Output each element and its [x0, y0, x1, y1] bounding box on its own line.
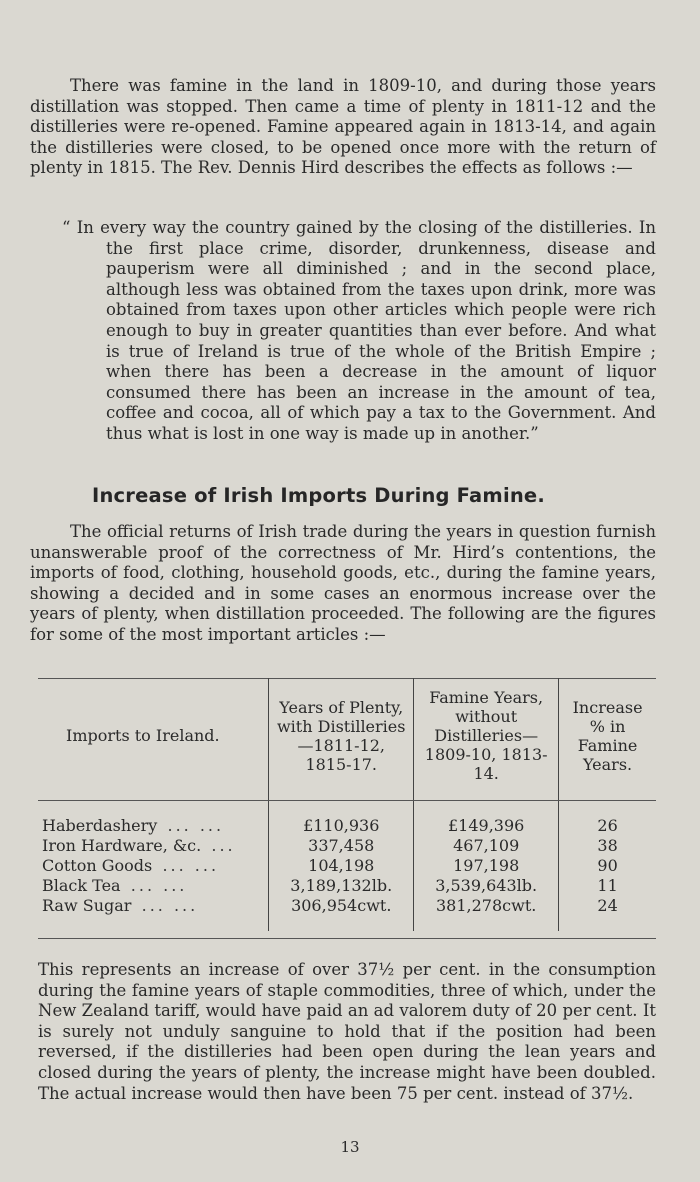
table-row	[38, 803, 656, 835]
row-plenty: 306,954cwt.	[269, 895, 414, 931]
quotation-block	[62, 218, 656, 445]
table-row	[38, 855, 656, 875]
quotation-text-wrapper	[62, 218, 656, 445]
row-item: Raw Sugar	[42, 895, 132, 915]
imports-table	[38, 678, 656, 931]
row-increase: 11	[559, 875, 656, 895]
table-bottom-rule	[38, 938, 656, 939]
table-row	[38, 835, 656, 855]
row-famine: £149,396	[414, 803, 559, 835]
row-famine: 467,109	[414, 835, 559, 855]
row-item: Iron Hardware, &c.	[42, 835, 202, 855]
quotation-text: In every way the country gained by the closing of the distilleries. In the first place crime, disorder, drunkenness, disease and pauperism were all diminished ; and in the second place, although less was obtained from the taxes upon drink, more was obtained from taxes upon other articles which people were rich enough to buy in greater quantities than ever before. And what is true of Ireland is true of the whole of the British Empire ; when there has been a decrease in the amount of liquor consumed there has been an increase in the amount of tea, coffee and cocoa, all of which pay a tax to the Government. And thus what is lost in one way is made up in another.”	[76, 218, 656, 443]
header-famine-years: Famine Years, without Distilleries—1809-10, 1813-14.	[414, 678, 559, 803]
row-famine: 197,198	[414, 855, 559, 875]
row-increase: 26	[559, 803, 656, 835]
returns-paragraph: The official returns of Irish trade during the years in question furnish unanswerable proof of the correctness of Mr. Hird’s contentions, the imports of food, clothing, household goods, etc., during the famine years, showing a decided and in some cases an enormous increase over the years of plenty, when distillation proceeded. The following are the figures for some of the most important articles :—	[30, 522, 656, 644]
table-header-rule	[38, 800, 656, 801]
row-famine: 3,539,643lb.	[414, 875, 559, 895]
table-header-row	[38, 678, 656, 803]
table-row	[38, 875, 656, 895]
row-increase: 38	[559, 835, 656, 855]
row-item: Black Tea	[42, 875, 121, 895]
row-leader: ...	[211, 835, 236, 855]
row-famine: 381,278cwt.	[414, 895, 559, 931]
intro-paragraph: There was famine in the land in 1809-10, and during those years distillation was stopped. Then came a time of plenty in 1811-12 and the distilleries were re-opened. Famine appeared again in 1813-14, and again the distilleries were closed, to be opened once more with the return of plenty in 1815. The Rev. Dennis Hird describes the effects as follows :—	[30, 76, 656, 178]
open-quote-mark: “	[62, 218, 71, 237]
row-increase: 90	[559, 855, 656, 875]
row-plenty: 104,198	[269, 855, 414, 875]
row-leader: ... ...	[167, 815, 225, 835]
row-plenty: £110,936	[269, 803, 414, 835]
header-imports: Imports to Ireland.	[66, 726, 220, 745]
row-leader: ... ...	[162, 855, 220, 875]
page-number: 13	[340, 1138, 360, 1156]
row-plenty: 337,458	[269, 835, 414, 855]
table-row	[38, 895, 656, 931]
row-leader: ... ...	[141, 895, 199, 915]
row-item: Cotton Goods	[42, 855, 153, 875]
row-increase: 24	[559, 895, 656, 931]
conclusion-paragraph: This represents an increase of over 37½ per cent. in the consumption during the famine years of staple commodities, three of which, under the New Zealand tariff, would have paid an ad valorem duty of 20 per cent. It is surely not unduly sanguine to hold that if the position had been reversed, if the distilleries had been open during the lean years and closed during the years of plenty, the increase might have been doubled. The actual increase would then have been 75 per cent. instead of 37½.	[38, 960, 656, 1103]
header-increase: Increase % in Famine Years.	[559, 678, 656, 803]
section-heading: Increase of Irish Imports During Famine.	[92, 484, 545, 507]
row-item: Haberdashery	[42, 815, 158, 835]
row-plenty: 3,189,132lb.	[269, 875, 414, 895]
header-years-of-plenty: Years of Plenty, with Distilleries —1811-12, 1815-17.	[269, 678, 414, 803]
row-leader: ... ...	[130, 875, 188, 895]
